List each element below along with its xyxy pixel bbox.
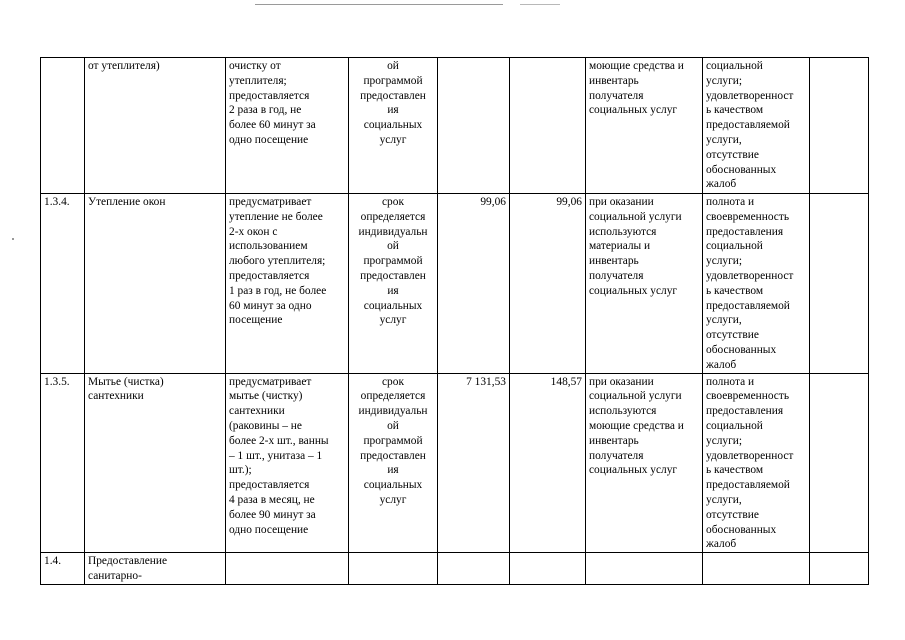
table-row (41, 373, 869, 553)
services-table (40, 57, 869, 585)
cell-tariff: 7 131,53 (438, 373, 510, 553)
cell-term: ой программой предоставлен ия социальных услуг (349, 58, 438, 194)
cell-service-name: от утеплителя) (85, 58, 226, 194)
cell-number (41, 58, 85, 194)
cell-conditions: при оказании социальной услуги используются моющие средства и инвентарь получателя социальных услуг (586, 373, 703, 553)
table-row (41, 194, 869, 374)
scan-top-line (255, 4, 503, 5)
cell-quality: полнота и своевременность предоставления социальной услуги; удовлетворенност ь качеством предоставляемой услуги, отсутствие обоснованных жалоб (703, 194, 810, 374)
cell-tariff (438, 58, 510, 194)
cell-quality: полнота и своевременность предоставления социальной услуги; удовлетворенност ь качеством предоставляемой услуги, отсутствие обоснованных жалоб (703, 373, 810, 553)
scan-top-line-fragment (520, 4, 560, 5)
cell-quality (703, 553, 810, 585)
cell-service-name: Предоставление санитарно- (85, 553, 226, 585)
cell-number: 1.3.4. (41, 194, 85, 374)
cell-extra (810, 553, 869, 585)
cell-description (226, 553, 349, 585)
cell-conditions: при оказании социальной услуги используются материалы и инвентарь получателя социальных услуг (586, 194, 703, 374)
cell-price (510, 58, 586, 194)
cell-term (349, 553, 438, 585)
cell-term: срок определяется индивидуальн ой программой предоставлен ия социальных услуг (349, 373, 438, 553)
cell-service-name: Утепление окон (85, 194, 226, 374)
cell-service-name: Мытье (чистка) сантехники (85, 373, 226, 553)
cell-number: 1.3.5. (41, 373, 85, 553)
cell-term: срок определяется индивидуальн ой программой предоставлен ия социальных услуг (349, 194, 438, 374)
cell-conditions (586, 553, 703, 585)
cell-tariff: 99,06 (438, 194, 510, 374)
cell-extra (810, 373, 869, 553)
cell-description: очистку от утеплителя; предоставляется 2 раза в год, не более 60 минут за одно посещение (226, 58, 349, 194)
cell-conditions: моющие средства и инвентарь получателя социальных услуг (586, 58, 703, 194)
table-row (41, 553, 869, 585)
cell-number: 1.4. (41, 553, 85, 585)
cell-description: предусматривает мытье (чистку) сантехники (раковины – не более 2-х шт., ванны – 1 шт., унитаза – 1 шт.); предоставляется 4 раза в месяц, не более 90 минут за одно посещение (226, 373, 349, 553)
cell-tariff (438, 553, 510, 585)
cell-quality: социальной услуги; удовлетворенност ь качеством предоставляемой услуги, отсутствие обоснованных жалоб (703, 58, 810, 194)
cell-extra (810, 194, 869, 374)
scan-speck (12, 238, 14, 240)
cell-price (510, 553, 586, 585)
cell-price: 99,06 (510, 194, 586, 374)
cell-description: предусматривает утепление не более 2-х окон с использованием любого утеплителя; предоставляется 1 раз в год, не более 60 минут за одно посещение (226, 194, 349, 374)
table-row (41, 58, 869, 194)
cell-price: 148,57 (510, 373, 586, 553)
cell-extra (810, 58, 869, 194)
